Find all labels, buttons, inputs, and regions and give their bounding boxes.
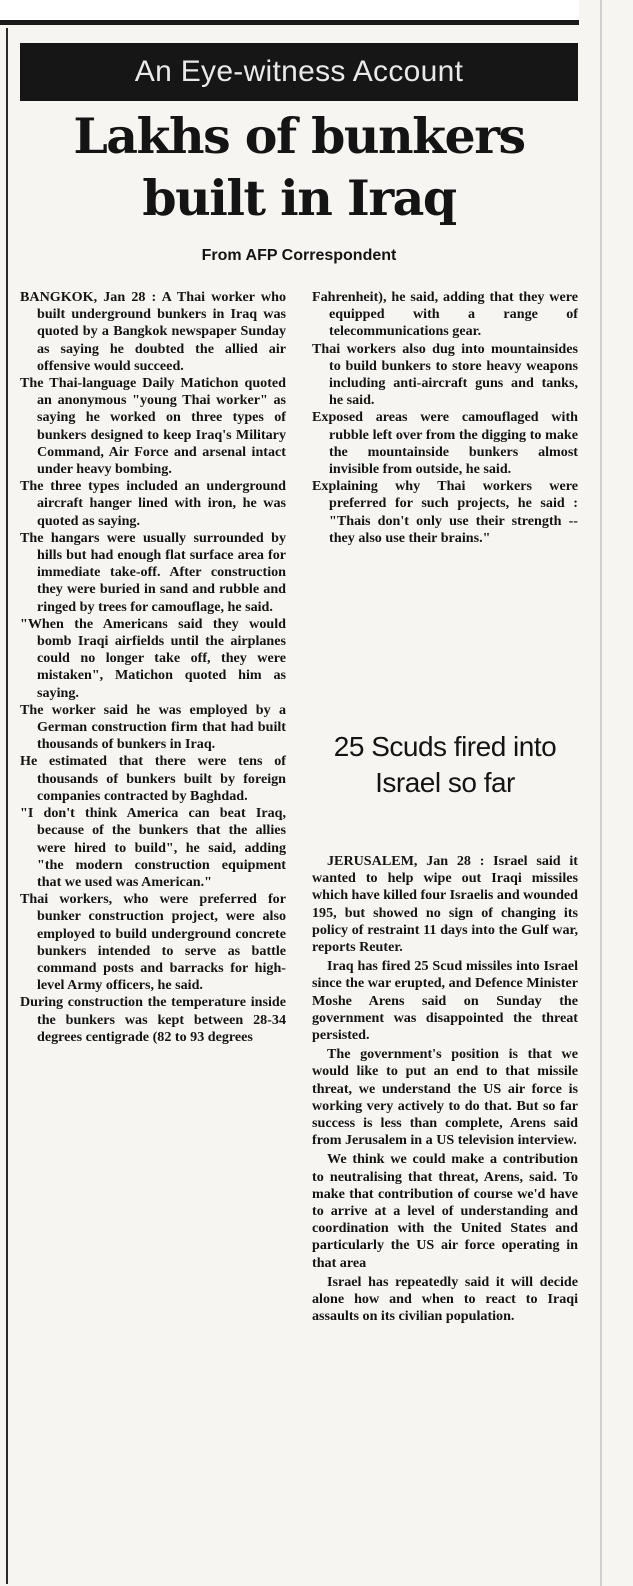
story-two-paragraph: Iraq has fired 25 Scud missiles into Israel since the war erupted, and Defence Minister Moshe Arens said on Sunday the government was disappointed the threat persisted. bbox=[312, 958, 578, 1044]
byline: From AFP Correspondent bbox=[201, 247, 397, 264]
story-one-continued-paragraph: Fahrenheit), he said, adding that they were equipped with a range of telecommunications gear. bbox=[312, 289, 578, 340]
story-one-paragraph: The worker said he was employed by a German construction firm that had built thousands of bunkers in Iraq. bbox=[20, 701, 286, 753]
story-two-paragraph: JERUSALEM, Jan 28 : Israel said it wanted to help wipe out Iraqi missiles which have killed four Israelis and wounded 195, but showed no sign of changing its policy of restraint 11 days into the Gulf war, reports Reuter. bbox=[312, 853, 579, 956]
left-column-rule bbox=[6, 28, 8, 1584]
story-one-paragraph: BANGKOK, Jan 28 : A Thai worker who built underground bunkers in Iraq was quoted by a Bangkok newspaper Sunday as saying he doubted the allied air offensive would succeed. bbox=[20, 289, 286, 374]
story-two-paragraph: Israel has repeatedly said it will decide alone how and when to react to Iraqi assaults on its civilian population. bbox=[312, 1273, 578, 1325]
story-one-continued-paragraph: Exposed areas were camouflaged with rubble left over from the digging to make the mountainside bunkers almost invisible from outside, he said. bbox=[312, 409, 578, 478]
story-one-paragraph: "When the Americans said they would bomb Iraqi airfields until the airplanes could no longer take off, they were mistaken", Matichon quoted him as saying. bbox=[20, 615, 286, 701]
story-one-paragraph: Thai workers, who were preferred for bunker construction project, were also employed to build underground concrete bunkers intended to serve as battle command posts and barracks for high-level Army officers, he said. bbox=[20, 891, 286, 994]
story-one-paragraph: "I don't think America can beat Iraq, because of the bunkers that the allies were hired to build", he said, adding "the modern construction equipment that we used was American." bbox=[20, 805, 286, 890]
story-one-paragraph: He estimated that there were tens of thousands of bunkers built by foreign companies contracted by Baghdad. bbox=[20, 753, 286, 804]
story-one-paragraph: The Thai-language Daily Matichon quoted an anonymous "young Thai worker" as saying he worked on three types of bunkers designed to keep Iraq's Military Command, Air Force and arsenal intact under heavy bombing. bbox=[20, 375, 286, 478]
story-two-paragraph: The government's position is that we would like to put an end to that missile threat, we understand the US air force is working very actively to do that. But so far success is less than complete, Arens said from Jerusalem in a US television interview. bbox=[312, 1046, 578, 1149]
story-one-column bbox=[20, 289, 286, 1046]
story-one-continued-column bbox=[312, 289, 578, 547]
story-one-paragraph: During construction the temperature inside the bunkers was kept between 28-34 degrees centigrade (82 to 93 degrees bbox=[20, 994, 286, 1045]
top-rule-line bbox=[0, 20, 579, 23]
story-two-headline: 25 Scuds fired into Israel so far bbox=[333, 731, 557, 798]
story-two-column bbox=[312, 853, 578, 1327]
story-two-paragraph: We think we could make a contribution to neutralising that threat, Arens, said. To make that contribution of course we'd have to arrive at a level of understanding and coordination with the United States and particularly the US air force operating in that area bbox=[312, 1151, 578, 1271]
kicker-banner: An Eye-witness Account bbox=[20, 43, 578, 101]
story-one-continued-paragraph: Thai workers also dug into mountainsides to build bunkers to store heavy weapons including anti-aircraft guns and tanks, he said. bbox=[312, 340, 578, 409]
headline: Lakhs of bunkers built in Iraq bbox=[73, 107, 525, 227]
story-one-paragraph: The hangars were usually surrounded by hills but had enough flat surface area for immediate take-off. After construction they were buried in sand and rubble and ringed by trees for camouflage, he said. bbox=[20, 529, 286, 615]
right-margin-rule bbox=[600, 0, 602, 1586]
story-one-paragraph: The three types included an underground aircraft hanger lined with iron, he was quoted as saying. bbox=[20, 478, 286, 529]
story-one-continued-paragraph: Explaining why Thai workers were preferred for such projects, he said : "Thais don't only use their strength -- they also use their brains." bbox=[312, 478, 578, 546]
